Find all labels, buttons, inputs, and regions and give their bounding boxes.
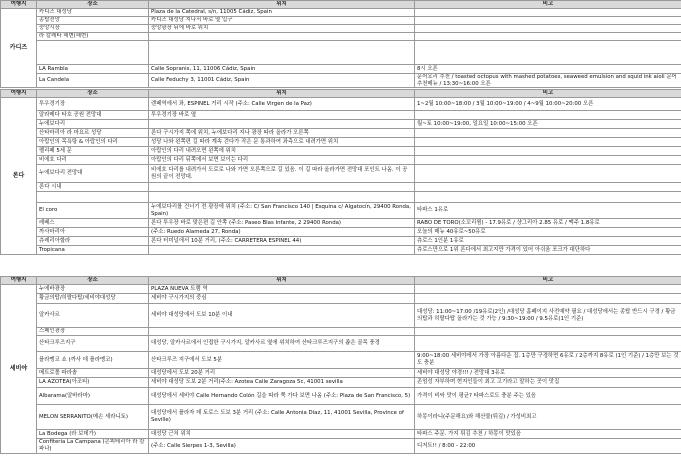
note-cell <box>415 111 681 120</box>
note-cell: 타파스 1유로 <box>415 203 681 219</box>
header-region: 여행지 <box>1 1 37 9</box>
table-row[interactable] <box>1 25 681 33</box>
place-cell: 알카사르 <box>37 304 149 328</box>
note-cell: 츄로스 1인분 1유로 <box>415 237 681 246</box>
header-note: 비고 <box>415 90 681 98</box>
note-cell: 대성당: 11:00~17:00 /19유로(2인) /대성당 홈페이지 사전예약 필요 / 대성당에서는 종탑 반드시 구경 / 황금의탑과 히랄다탑 올라가는 것 가능 / 9:30~19:00 / 9.5유로(1인 기준) <box>415 304 681 328</box>
note-cell: 월~토 10:00~19:00, 일요일 10:00~15:00 오픈 <box>415 120 681 129</box>
table-row[interactable] <box>1 439 681 454</box>
note-cell <box>415 17 681 25</box>
table-row[interactable] <box>1 430 681 439</box>
table-row[interactable] <box>1 328 681 336</box>
header-note: 비고 <box>415 1 681 9</box>
table-row[interactable] <box>1 147 681 156</box>
place-cell: 누에바광장 <box>37 285 149 294</box>
header-row <box>1 1 681 9</box>
place-cell: 산타마리아 라 마요르 성당 <box>37 129 149 138</box>
place-cell: Confiteria La Campana (콘피테리아 라 캄파나) <box>37 439 149 454</box>
note-cell <box>415 129 681 138</box>
location-cell: 아랍인의 다리 내려오면 왼쪽에 위치 <box>149 147 415 156</box>
location-cell: 산타크루즈 지구에서 도보 5분 <box>149 352 415 369</box>
note-cell: 디저트!! / 8:00 - 22:00 <box>415 439 681 454</box>
location-cell: 중앙광장 뒤에 바로 위치 <box>149 25 415 33</box>
place-cell: 론다 시내 <box>37 183 149 192</box>
ronda-table <box>0 89 681 255</box>
location-cell: 비에호 다리를 내려가서 도로로 나와 가면 오른쪽으로 길 있음. 이 길 따라 올라가면 전망대 포인트 나옴. 이 공원의 끝이 전망대. <box>149 165 415 183</box>
note-cell <box>415 328 681 336</box>
place-cell: 알라메다 타호 공원 전망대 <box>37 111 149 120</box>
table-row[interactable] <box>1 405 681 430</box>
location-cell: 대성당에서 세비야 Calle Hernando Colón 길을 따라 쭉 가다 보면 나옴 (주소: Plaza de San Francisco, 5) <box>149 388 415 405</box>
location-cell <box>149 120 415 129</box>
note-cell <box>415 156 681 165</box>
location-cell <box>149 41 415 65</box>
location-cell <box>149 328 415 336</box>
location-cell: 세비야 구시가지의 중심 <box>149 294 415 304</box>
table-row[interactable] <box>1 98 681 111</box>
table-row[interactable] <box>1 65 681 74</box>
table-row[interactable] <box>1 165 681 183</box>
note-cell: 1~2월 10:00~18:00 / 3월 10:00~19:00 / 4~9월 10:00~20:00 오픈 <box>415 98 681 111</box>
header-row <box>1 277 681 285</box>
location-cell: 론다 터미널에서 10분 거리, (주소: CARRETERA ESPINEL 44) <box>149 237 415 246</box>
location-cell: Calle Feduchy 3, 11001 Cádiz, Spain <box>149 74 415 88</box>
place-cell <box>37 192 149 203</box>
table-row[interactable] <box>1 120 681 129</box>
table-row[interactable] <box>1 9 681 17</box>
note-cell <box>415 336 681 352</box>
location-cell: 론다 구시가지 쪽에 위치, 누에보다리 지나 광장 따라 올라가 오른쪽 <box>149 129 415 138</box>
table-row[interactable] <box>1 228 681 237</box>
header-location: 위치 <box>149 90 415 98</box>
table-row[interactable] <box>1 219 681 228</box>
header-place: 장소 <box>37 277 149 285</box>
place-cell: 아랍인의 목욕탕 & 아랍인의 다리 <box>37 138 149 147</box>
place-cell <box>37 41 149 65</box>
location-cell: 성당 나와 왼쪽편 길 따라 계속 걷다가 작은 문 통과하여 좌측으로 내려가면 위치 <box>149 138 415 147</box>
table-row[interactable] <box>1 156 681 165</box>
place-cell: 카디즈 대성당 <box>37 9 149 17</box>
table-row[interactable] <box>1 246 681 255</box>
header-row <box>1 90 681 98</box>
location-cell: 대성당에서 도보 20분 거리 <box>149 369 415 378</box>
region-cell: 론다 <box>1 98 37 255</box>
location-cell <box>149 183 415 192</box>
header-region: 여행지 <box>1 277 37 285</box>
note-cell: 문어요리 추천 / toasted octopus with mashed potatoes, seaweed emulsion and squid ink aioli 문어 추천메뉴 / 13:30~16:00 오픈 <box>415 74 681 88</box>
location-cell: 투우경기장 바로 옆 <box>149 111 415 120</box>
location-cell: 대성당에서 플라자 데 토로스 도보 3분 거리 (주소: Calle Antonia Díaz, 11, 41001 Sevilla, Province of Seville) <box>149 405 415 430</box>
place-cell: La Bodega (라 보데가) <box>37 430 149 439</box>
place-cell: 산타크루즈지구 <box>37 336 149 352</box>
place-cell: 까사마리아 <box>37 228 149 237</box>
place-cell: 라 칼레타 해변(해변) <box>37 33 149 41</box>
place-cell: 누에보다리 <box>37 120 149 129</box>
note-cell: 하몽이라니(주문해요)와 해산물(튀김) / 가성비최고 <box>415 405 681 430</box>
place-cell: 펠리페 5세 문 <box>37 147 149 156</box>
location-cell: (주소: Ruedo Alameda 27, Ronda) <box>149 228 415 237</box>
header-place: 장소 <box>37 90 149 98</box>
place-cell: 비에호 다리 <box>37 156 149 165</box>
location-cell: 카디즈 대성당 지나서 바로 옆 입구 <box>149 17 415 25</box>
table-row[interactable] <box>1 237 681 246</box>
table-row[interactable] <box>1 304 681 328</box>
location-cell: 누에보다리를 건너기 전 광장에 위치 (주소: C/ San Francisco 140 | Esquina c/ Algatocín, 29400 Ronda, Spain) <box>149 203 415 219</box>
location-cell <box>149 246 415 255</box>
place-cell: Albarama(알바라마) <box>37 388 149 405</box>
table-row[interactable] <box>1 33 681 41</box>
cadiz-table <box>0 0 681 88</box>
note-cell <box>415 294 681 304</box>
table-row[interactable] <box>1 111 681 120</box>
location-cell: 세비야 대성당에서 도보 10분 이내 <box>149 304 415 328</box>
place-cell: 플라멩코 쇼 (까사 데 플라멩코) <box>37 352 149 369</box>
place-cell: 누에보다리 전망대 <box>37 165 149 183</box>
location-cell: Calle Sopranis, 11, 11006 Cádiz, Spain <box>149 65 415 74</box>
table-row[interactable] <box>1 369 681 378</box>
note-cell <box>415 25 681 33</box>
place-cell: Tropicana <box>37 246 149 255</box>
place-cell: 투우경기장 <box>37 98 149 111</box>
note-cell: 타파스 주문. 가지 튀김 추천 / 하몽이 맛있음 <box>415 430 681 439</box>
table-row[interactable] <box>1 378 681 388</box>
table-row[interactable] <box>1 129 681 138</box>
note-cell <box>415 147 681 156</box>
note-cell: 9:00~18:00 세비야에서 가장 아름다운 집. 1층만 구경하면 6유로 / 2층까지 8유로 (1인 기준) / 1층만 보는 것도 충분 <box>415 352 681 369</box>
place-cell: 스페인광장 <box>37 328 149 336</box>
place-cell: El coro <box>37 203 149 219</box>
note-cell <box>415 192 681 203</box>
location-cell: 렌페역에서 좌, ESPINEL 거리 시작 (주소: Calle Virgen de la Paz) <box>149 98 415 111</box>
location-cell <box>149 33 415 41</box>
note-cell <box>415 33 681 41</box>
table-row[interactable] <box>1 285 681 294</box>
note-cell: 8시 오픈 <box>415 65 681 74</box>
place-cell: LA AZOTEA(아조티) <box>37 378 149 388</box>
place-cell: 츄레리아할라 <box>37 237 149 246</box>
table-row[interactable] <box>1 192 681 203</box>
table-row[interactable] <box>1 352 681 369</box>
location-cell: 아랍인의 다리 뒤쪽에서 보면 보이는 다리 <box>149 156 415 165</box>
table-row[interactable] <box>1 74 681 88</box>
place-cell: 중앙시장 <box>37 25 149 33</box>
location-cell: (주소: Calle Sierpes 1-3, Sevilla) <box>149 439 415 454</box>
note-cell: 존엄성 자부하며 현지인들이 최고 고기라고 말하는 곳이 맛집 <box>415 378 681 388</box>
place-cell: LA Rambla <box>37 65 149 74</box>
place-cell: 종탑전망 <box>37 17 149 25</box>
table-row[interactable] <box>1 203 681 219</box>
table-row[interactable] <box>1 336 681 352</box>
header-region: 여행지 <box>1 90 37 98</box>
location-cell <box>149 192 415 203</box>
place-cell: La Candela <box>37 74 149 88</box>
table-row[interactable] <box>1 41 681 65</box>
table-row[interactable] <box>1 138 681 147</box>
note-cell <box>415 165 681 183</box>
header-note: 비고 <box>415 277 681 285</box>
location-cell: Plaza de la Catedral, s/n, 11005 Cádiz, Spain <box>149 9 415 17</box>
location-cell: 론다 투우장 바로 맞은편 길 안쪽 (주소: Paseo Blas Infante, 2 29400 Ronda) <box>149 219 415 228</box>
table-row[interactable] <box>1 294 681 304</box>
table-row[interactable] <box>1 183 681 192</box>
place-cell: 레베스 <box>37 219 149 228</box>
place-cell: MELON SERRANITO(메손 세라니토) <box>37 405 149 430</box>
sevilla-table <box>0 276 681 454</box>
place-cell: 황금의탑/히랄다탑/세비야대성당 <box>37 294 149 304</box>
note-cell <box>415 138 681 147</box>
location-cell: 대성당, 알카사르에서 인접한 구시가지, 알카사르 옆에 위치하여 산타크루즈지구의 좁은 골목 풍경 <box>149 336 415 352</box>
note-cell: RABO DE TORO(소꼬리찜) - 17.9유로 / 샹그리아 2.85 유로 / 맥주 1.8유로 <box>415 219 681 228</box>
note-cell <box>415 41 681 65</box>
place-cell: 메트로폴 파라솔 <box>37 369 149 378</box>
location-cell: PLAZA NUEVA 트램 역 <box>149 285 415 294</box>
region-cell: 카디즈 <box>1 9 37 88</box>
location-cell: 대성당 근처 위치 <box>149 430 415 439</box>
header-location: 위치 <box>149 1 415 9</box>
header-place: 장소 <box>37 1 149 9</box>
note-cell: 츄로스만으로 1위 론다에서 최고지만 가격이 있어 아쉬움 포크가 대단하다 <box>415 246 681 255</box>
note-cell: 오늘의 메뉴 40유로~50유로 <box>415 228 681 237</box>
note-cell <box>415 285 681 294</box>
table-row[interactable] <box>1 17 681 25</box>
note-cell <box>415 183 681 192</box>
note-cell <box>415 9 681 17</box>
location-cell: 세비야 대성당 도보 2분 거리(주소: Azotea Calle Zaragoza 5c, 41001 sevilla <box>149 378 415 388</box>
header-location: 위치 <box>149 277 415 285</box>
table-row[interactable] <box>1 388 681 405</box>
note-cell: 세비야 대성당 야경!!! / 전망대 3유로 <box>415 369 681 378</box>
note-cell: 가격이 비싸 맛이 평균? 타파스로도 충분 주는 있음 <box>415 388 681 405</box>
region-cell: 세비야 <box>1 285 37 454</box>
